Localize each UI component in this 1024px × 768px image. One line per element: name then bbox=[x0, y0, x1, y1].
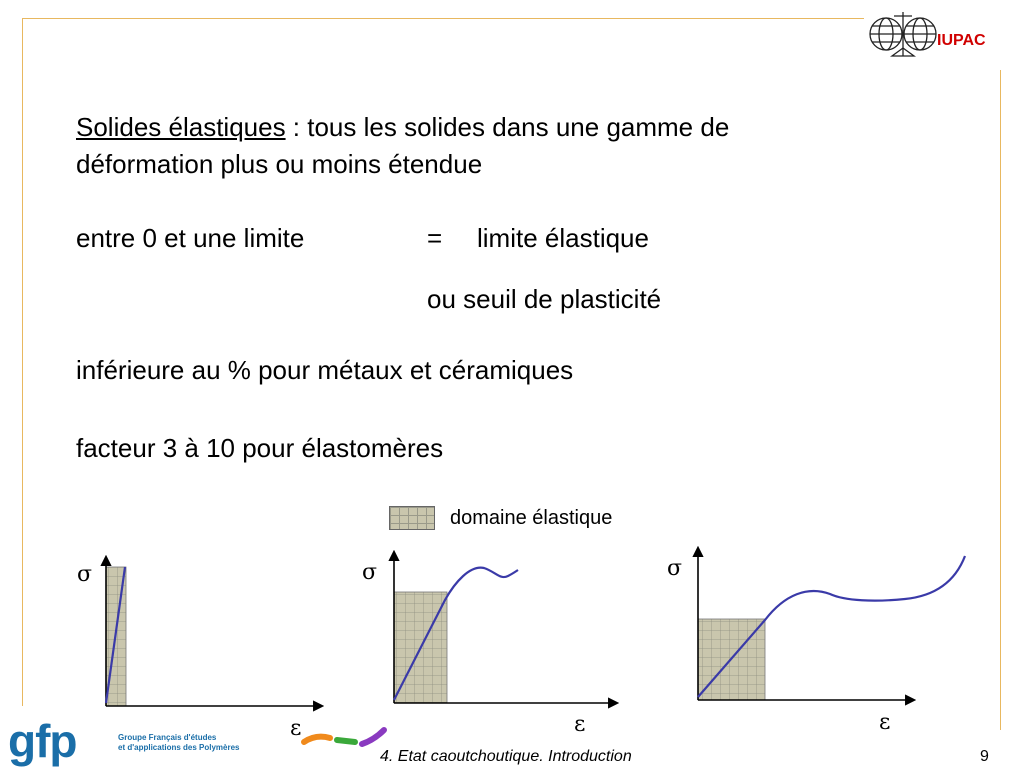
legend-label: domaine élastique bbox=[450, 507, 613, 529]
stress-label-1: σ bbox=[77, 562, 93, 587]
definition-rest: : tous les solides dans une gamme de bbox=[285, 112, 730, 142]
iupac-logo-text: IUPAC bbox=[937, 32, 986, 49]
page-number: 9 bbox=[980, 748, 989, 765]
stress-label-3: σ bbox=[667, 556, 683, 581]
definition-term: Solides élastiques bbox=[76, 112, 286, 142]
gfp-org-line-2: et d'applications des Polymères bbox=[118, 743, 240, 752]
strain-label-2: ε bbox=[574, 712, 586, 737]
gfp-org-line-1: Groupe Français d'études bbox=[118, 733, 217, 742]
metals-line: inférieure au % pour métaux et céramiques bbox=[76, 355, 574, 385]
range-label: entre 0 et une limite bbox=[76, 223, 305, 253]
definition-line-2: déformation plus ou moins étendue bbox=[76, 149, 483, 179]
equals-sign: = bbox=[427, 223, 443, 253]
slide-title: 4. Etat caoutchoutique. Introduction bbox=[380, 748, 632, 765]
stress-label-2: σ bbox=[362, 560, 378, 585]
strain-label-3: ε bbox=[879, 710, 891, 735]
limit-name-plasticity: ou seuil de plasticité bbox=[427, 284, 662, 314]
gfp-logo: gfp bbox=[8, 715, 77, 767]
elastomers-line: facteur 3 à 10 pour élastomères bbox=[76, 433, 444, 463]
limit-name-elastic: limite élastique bbox=[477, 223, 649, 253]
strain-label-1: ε bbox=[290, 716, 302, 741]
